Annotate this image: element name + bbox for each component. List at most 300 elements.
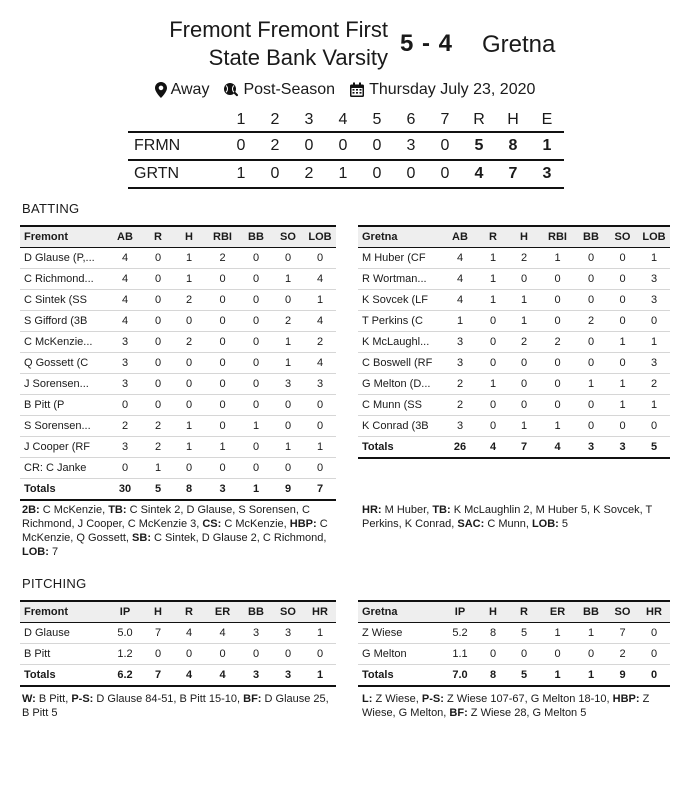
line-score-table	[128, 109, 564, 189]
pitching-away-rows	[358, 623, 670, 687]
stat-cell: 1.1	[442, 644, 478, 665]
stat-cell: 1	[638, 332, 670, 353]
stat-cell: 0	[607, 353, 638, 374]
errors-cell: 1	[530, 132, 564, 160]
location	[155, 81, 210, 99]
stat-cell: 0	[240, 374, 272, 395]
stat-cell: 0	[638, 311, 670, 332]
stat-cell: 0	[540, 269, 575, 290]
stat-cell: 2	[540, 332, 575, 353]
table-row	[358, 311, 670, 332]
col-h-header: H	[143, 601, 173, 623]
totals-row	[20, 479, 336, 501]
stat-cell: 0	[607, 248, 638, 269]
stat-cell: 2	[107, 416, 143, 437]
col-so-header: SO	[607, 601, 638, 623]
player-name: R Wortman...	[358, 269, 442, 290]
totals-label: Totals	[20, 479, 107, 501]
total-cell: 1	[304, 665, 336, 687]
stat-cell: 1	[304, 290, 336, 311]
stat-cell: 0	[240, 644, 272, 665]
total-cell: 1	[540, 665, 575, 687]
stat-cell: 1	[607, 374, 638, 395]
table-row	[358, 290, 670, 311]
baseball-icon	[223, 82, 239, 98]
stat-cell: 0	[575, 269, 607, 290]
stat-cell: 0	[143, 374, 173, 395]
stat-cell: 3	[304, 374, 336, 395]
batting-table-away	[358, 225, 670, 459]
note-key: 2B:	[22, 504, 40, 516]
calendar-icon	[349, 82, 365, 98]
stat-cell: 0	[540, 290, 575, 311]
inning-cell: 2	[292, 160, 326, 188]
col-r-header: R	[143, 226, 173, 248]
note-value: C Munn,	[484, 518, 532, 530]
hits-header: H	[507, 111, 519, 128]
batting-table-home	[20, 225, 336, 501]
note-key: P-S:	[421, 693, 444, 705]
stat-cell: 4	[442, 290, 478, 311]
hits-cell: 7	[496, 160, 530, 188]
stat-cell: 0	[575, 644, 607, 665]
stat-cell: 0	[478, 353, 508, 374]
stat-cell: 2	[143, 416, 173, 437]
inning-cell: 1	[326, 160, 360, 188]
stat-cell: 3	[107, 332, 143, 353]
stat-cell: 0	[240, 395, 272, 416]
stat-cell: 0	[478, 416, 508, 437]
stat-cell: 4	[107, 269, 143, 290]
player-name: D Glause (P,...	[20, 248, 107, 269]
stat-cell: 1	[508, 311, 540, 332]
batting-home-rows	[20, 248, 336, 501]
stat-cell: 0	[638, 416, 670, 437]
stat-cell: 0	[540, 353, 575, 374]
inning-cell: 0	[292, 132, 326, 160]
team-abbr: FRMN	[128, 132, 224, 160]
stat-cell: 2	[442, 395, 478, 416]
pitching-notes-home	[22, 692, 332, 720]
player-name: C Sintek (SS	[20, 290, 107, 311]
stat-cell: 3	[442, 332, 478, 353]
stat-cell: 1	[143, 458, 173, 479]
stat-cell: 0	[143, 248, 173, 269]
stat-cell: 1	[442, 311, 478, 332]
totals-row	[20, 665, 336, 687]
stat-cell: 2	[173, 290, 205, 311]
stat-cell: 0	[508, 269, 540, 290]
total-cell: 7.0	[442, 665, 478, 687]
stat-cell: 0	[540, 311, 575, 332]
inning-cell: 0	[360, 132, 394, 160]
stat-cell: 0	[240, 311, 272, 332]
stat-cell: 1	[607, 395, 638, 416]
stat-cell: 1	[540, 623, 575, 644]
total-cell: 7	[304, 479, 336, 501]
stat-cell: 0	[508, 395, 540, 416]
final-score: 5 - 4	[400, 30, 454, 57]
total-cell: 4	[205, 665, 240, 687]
total-cell: 4	[540, 437, 575, 459]
inning-cell: 2	[258, 132, 292, 160]
total-cell: 3	[240, 665, 272, 687]
inning-cell: 0	[428, 160, 462, 188]
table-row	[358, 353, 670, 374]
stat-cell: 0	[508, 644, 540, 665]
col-er-header: ER	[205, 601, 240, 623]
table-row	[358, 644, 670, 665]
stat-cell: 1	[638, 395, 670, 416]
stat-cell: 0	[575, 416, 607, 437]
player-name: K McLaughl...	[358, 332, 442, 353]
col-bb-header: BB	[240, 601, 272, 623]
stat-cell: 2	[638, 374, 670, 395]
stat-cell: 0	[478, 644, 508, 665]
stat-cell: 4	[107, 311, 143, 332]
inning-5-header: 5	[372, 111, 382, 128]
stat-cell: 0	[143, 644, 173, 665]
stat-cell: 0	[508, 374, 540, 395]
game-title	[120, 16, 388, 72]
player-name: B Pitt	[20, 644, 107, 665]
stat-cell: 0	[205, 353, 240, 374]
team-name-header: Fremont	[20, 226, 107, 248]
stat-cell: 4	[107, 248, 143, 269]
stat-cell: 0	[205, 311, 240, 332]
stat-cell: 0	[575, 248, 607, 269]
col-so-header: SO	[607, 226, 638, 248]
player-name: Q Gossett (C	[20, 353, 107, 374]
col-lob-header: LOB	[304, 226, 336, 248]
note-value: 5	[558, 518, 569, 530]
stat-cell: 2	[304, 332, 336, 353]
stat-cell: 3	[442, 416, 478, 437]
map-pin-icon	[155, 82, 167, 98]
col-rbi-header: RBI	[540, 226, 575, 248]
player-name: K Conrad (3B	[358, 416, 442, 437]
inning-6-header: 6	[406, 111, 416, 128]
total-cell: 1	[240, 479, 272, 501]
stat-cell: 1	[272, 437, 304, 458]
stat-cell: 0	[143, 311, 173, 332]
stat-cell: 0	[575, 332, 607, 353]
stat-cell: 0	[240, 353, 272, 374]
stat-cell: 7	[143, 623, 173, 644]
note-key: TB:	[108, 504, 127, 516]
date-label: Thursday July 23, 2020	[369, 81, 536, 98]
player-name: C Richmond...	[20, 269, 107, 290]
stat-cell: 4	[442, 248, 478, 269]
stat-cell: 1	[173, 269, 205, 290]
stat-cell: 0	[143, 395, 173, 416]
stat-cell: 1	[508, 416, 540, 437]
stat-cell: 1	[478, 374, 508, 395]
stat-cell: 1	[304, 623, 336, 644]
stat-cell: 0	[304, 248, 336, 269]
stat-cell: 1	[575, 623, 607, 644]
pitching-table-away	[358, 600, 670, 687]
col-bb-header: BB	[575, 601, 607, 623]
stat-cell: 0	[607, 416, 638, 437]
stat-cell: 0	[540, 644, 575, 665]
pitching-notes-away	[362, 692, 672, 720]
total-cell: 1	[575, 665, 607, 687]
note-key: BF:	[449, 707, 468, 719]
note-value: C McKenzie,	[39, 504, 109, 516]
stat-cell: 1	[540, 416, 575, 437]
location-label: Away	[170, 81, 210, 98]
col-hr-header: HR	[304, 601, 336, 623]
note-value: C McKenzie, Q Gossett,	[22, 518, 328, 544]
table-row	[20, 416, 336, 437]
stat-cell: 1	[205, 437, 240, 458]
col-ip-header: IP	[107, 601, 143, 623]
stat-cell: 0	[107, 395, 143, 416]
inning-cell: 0	[394, 160, 428, 188]
player-name: G Melton	[358, 644, 442, 665]
stat-cell: 1	[540, 248, 575, 269]
col-h-header: H	[173, 226, 205, 248]
stat-cell: 0	[478, 311, 508, 332]
inning-cell: 1	[224, 160, 258, 188]
player-name: S Sorensen...	[20, 416, 107, 437]
note-key: BF:	[243, 693, 262, 705]
stat-cell: 1	[272, 353, 304, 374]
col-r-header: R	[173, 601, 205, 623]
stat-cell: 0	[508, 353, 540, 374]
table-row	[20, 311, 336, 332]
stat-cell: 0	[107, 458, 143, 479]
stat-cell: 3	[107, 437, 143, 458]
player-name: K Sovcek (LF	[358, 290, 442, 311]
stat-cell: 3	[638, 353, 670, 374]
col-bb-header: BB	[240, 226, 272, 248]
col-so-header: SO	[272, 601, 304, 623]
title-line-1: Fremont Fremont First	[169, 17, 388, 42]
stat-cell: 0	[173, 353, 205, 374]
stat-cell: 3	[272, 374, 304, 395]
col-lob-header: LOB	[638, 226, 670, 248]
col-r-header: R	[508, 601, 540, 623]
stat-cell: 0	[173, 644, 205, 665]
stat-cell: 2	[575, 311, 607, 332]
total-cell: 8	[478, 665, 508, 687]
table-row	[358, 395, 670, 416]
stat-cell: 0	[272, 644, 304, 665]
note-key: HR:	[362, 504, 382, 516]
stat-cell: 3	[240, 623, 272, 644]
col-hr-header: HR	[638, 601, 670, 623]
team-name-header: Fremont	[20, 601, 107, 623]
col-r-header: R	[478, 226, 508, 248]
total-cell: 3	[205, 479, 240, 501]
col-ip-header: IP	[442, 601, 478, 623]
col-h-header: H	[508, 226, 540, 248]
team-name-header: Gretna	[358, 226, 442, 248]
inning-cell: 0	[326, 132, 360, 160]
stat-cell: 4	[304, 311, 336, 332]
inning-3-header: 3	[304, 111, 314, 128]
player-name: G Melton (D...	[358, 374, 442, 395]
table-row	[20, 374, 336, 395]
player-name: Z Wiese	[358, 623, 442, 644]
note-key: HBP:	[289, 518, 317, 530]
note-value: M Huber,	[381, 504, 433, 516]
total-cell: 0	[638, 665, 670, 687]
stat-cell: 5.2	[442, 623, 478, 644]
batting-away-rows	[358, 248, 670, 459]
stat-cell: 0	[173, 374, 205, 395]
total-cell: 7	[508, 437, 540, 459]
stat-cell: 1	[173, 437, 205, 458]
total-cell: 7	[143, 665, 173, 687]
inning-4-header: 4	[338, 111, 348, 128]
stat-cell: 0	[304, 416, 336, 437]
table-row	[358, 248, 670, 269]
stat-cell: 2	[272, 311, 304, 332]
total-cell: 4	[173, 665, 205, 687]
stat-cell: 2	[442, 374, 478, 395]
date	[349, 81, 535, 99]
stat-cell: 0	[205, 374, 240, 395]
stat-cell: 4	[304, 269, 336, 290]
pitching-table-home	[20, 600, 336, 687]
batting-notes-away	[362, 503, 672, 531]
stat-cell: 0	[575, 395, 607, 416]
stat-cell: 0	[143, 269, 173, 290]
stat-cell: 5.0	[107, 623, 143, 644]
stat-cell: 0	[478, 332, 508, 353]
stat-cell: 1	[638, 248, 670, 269]
stat-cell: 0	[575, 290, 607, 311]
table-row	[20, 395, 336, 416]
inning-2-header: 2	[270, 111, 280, 128]
stat-cell: 0	[607, 311, 638, 332]
stat-cell: 3	[272, 623, 304, 644]
note-value: 7	[48, 546, 59, 558]
opponent-name: Gretna	[482, 31, 556, 58]
stat-cell: 0	[272, 248, 304, 269]
stat-cell: 2	[508, 332, 540, 353]
line-score-row-home	[128, 132, 564, 160]
note-key: CS:	[202, 518, 222, 530]
player-name: C McKenzie...	[20, 332, 107, 353]
stat-cell: 5	[508, 623, 540, 644]
stat-cell: 4	[173, 623, 205, 644]
inning-cell: 0	[428, 132, 462, 160]
stat-cell: 0	[540, 395, 575, 416]
note-key: P-S:	[71, 693, 94, 705]
stat-cell: 2	[607, 644, 638, 665]
table-row	[20, 290, 336, 311]
stat-cell: 3	[107, 374, 143, 395]
stat-cell: 0	[205, 458, 240, 479]
stat-cell: 0	[240, 290, 272, 311]
col-so-header: SO	[272, 226, 304, 248]
note-value: D Glause 84-51, B Pitt 15-10,	[93, 693, 244, 705]
stat-cell: 0	[240, 269, 272, 290]
stat-cell: 1	[478, 248, 508, 269]
total-cell: 6.2	[107, 665, 143, 687]
table-row	[358, 374, 670, 395]
note-value: Z Wiese 28, G Melton 5	[467, 707, 587, 719]
stat-cell: 1	[240, 416, 272, 437]
stat-cell: 0	[173, 395, 205, 416]
inning-1-header: 1	[236, 111, 246, 128]
stat-cell: 0	[240, 332, 272, 353]
player-name: M Huber (CF	[358, 248, 442, 269]
totals-label: Totals	[358, 665, 442, 687]
title-line-2: State Bank Varsity	[208, 45, 388, 70]
note-key: SB:	[132, 532, 151, 544]
pitching-home-rows	[20, 623, 336, 687]
stat-cell: 0	[143, 290, 173, 311]
note-key: LOB:	[531, 518, 559, 530]
table-row	[20, 353, 336, 374]
stat-cell: 0	[540, 374, 575, 395]
season	[223, 81, 335, 99]
stat-cell: 1	[272, 332, 304, 353]
stat-cell: 0	[143, 332, 173, 353]
total-cell: 5	[508, 665, 540, 687]
stat-cell: 0	[205, 644, 240, 665]
batting-heading: BATTING	[22, 201, 80, 216]
note-value: Z Wiese,	[372, 693, 422, 705]
stat-cell: 0	[205, 416, 240, 437]
line-score-row-away	[128, 160, 564, 188]
player-name: T Perkins (C	[358, 311, 442, 332]
total-cell: 3	[575, 437, 607, 459]
stat-cell: 0	[638, 623, 670, 644]
note-value: D Glause 25, B Pitt 5	[22, 693, 329, 719]
team-name-header: Gretna	[358, 601, 442, 623]
note-key: L:	[362, 693, 373, 705]
stat-cell: 0	[205, 290, 240, 311]
player-name: B Pitt (P	[20, 395, 107, 416]
col-bb-header: BB	[575, 226, 607, 248]
stat-cell: 0	[205, 269, 240, 290]
total-cell: 30	[107, 479, 143, 501]
stat-cell: 1	[173, 416, 205, 437]
totals-row	[358, 665, 670, 687]
runs-header: R	[473, 111, 485, 128]
col-ab-header: AB	[442, 226, 478, 248]
player-name: J Sorensen...	[20, 374, 107, 395]
note-value: C Sintek 2, D Glause, S Sorensen, C Richmond, J Cooper, C McKenzie 3,	[22, 504, 310, 530]
table-row	[20, 332, 336, 353]
stat-cell: 0	[304, 395, 336, 416]
pitching-heading: PITCHING	[22, 576, 87, 591]
col-er-header: ER	[540, 601, 575, 623]
stat-cell: 3	[442, 353, 478, 374]
batting-notes-home	[22, 503, 332, 559]
note-value: C Sintek, D Glause 2, C Richmond,	[151, 532, 327, 544]
game-meta	[0, 81, 690, 99]
total-cell: 5	[143, 479, 173, 501]
total-cell: 3	[272, 665, 304, 687]
stat-cell: 0	[272, 458, 304, 479]
note-value: B Pitt,	[35, 693, 72, 705]
stat-cell: 1	[478, 269, 508, 290]
stat-cell: 0	[607, 290, 638, 311]
note-value: C McKenzie,	[221, 518, 290, 530]
total-cell: 5	[638, 437, 670, 459]
col-h-header: H	[478, 601, 508, 623]
stat-cell: 4	[205, 623, 240, 644]
total-cell: 9	[607, 665, 638, 687]
totals-row	[358, 437, 670, 459]
